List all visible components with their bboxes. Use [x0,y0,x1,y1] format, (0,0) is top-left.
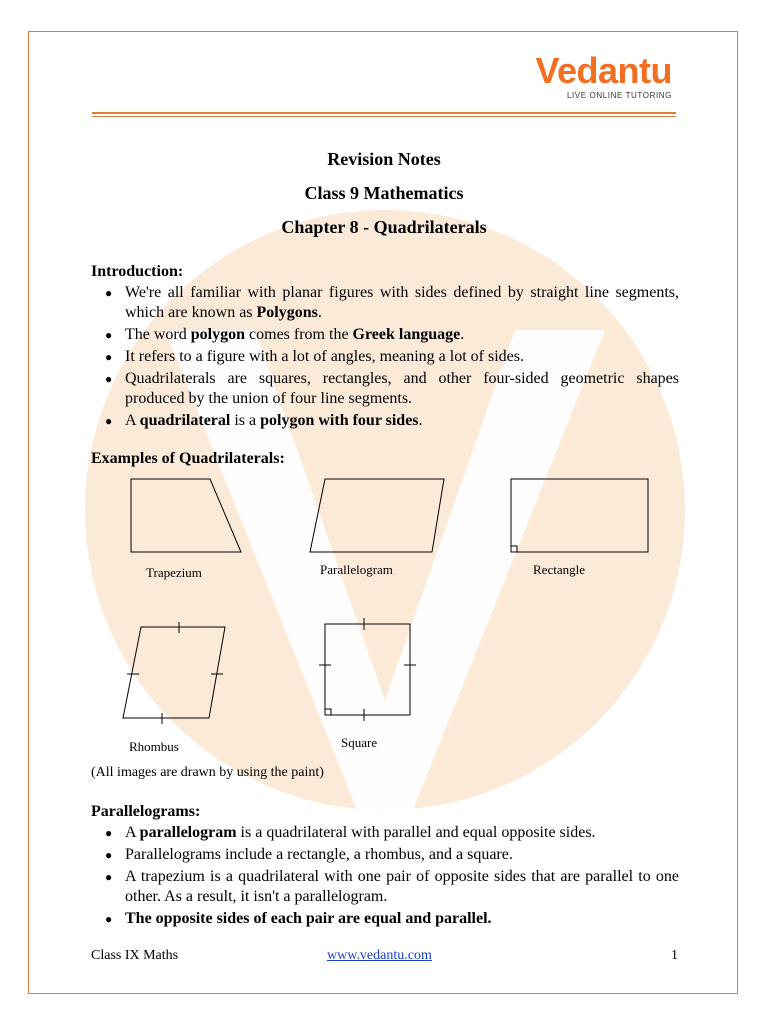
rectangle-right-angle-mark [511,546,517,552]
list-item: ● A trapezium is a quadrilateral with one pair of opposite sides that are parallel to one other. As a result, it isn't a parallelogram. [91,867,679,907]
rectangle-shape [511,479,648,552]
images-note: (All images are drawn by using the paint) [91,765,324,780]
square-shape [325,624,410,715]
parallelogram-shape [310,479,444,552]
introduction-heading: Introduction: [91,263,184,280]
list-item: ● It refers to a figure with a lot of angles, meaning a lot of sides. [91,347,679,367]
title-revision-notes: Revision Notes [327,149,441,169]
logo-wordmark-rest: edantu [556,50,672,91]
footer-page-number: 1 [671,948,678,963]
examples-heading: Examples of Quadrilaterals: [91,450,285,467]
parallelograms-heading: Parallelograms: [91,803,201,820]
trapezium-shape [131,479,241,552]
rhombus-tick-marks [127,622,223,724]
logo-tagline: LIVE ONLINE TUTORING [566,91,672,100]
square-right-angle-mark [325,709,331,715]
footer-website-link[interactable]: www.vedantu.com [327,948,432,963]
title-chapter: Chapter 8 - Quadrilaterals [281,217,487,237]
rhombus-shape [123,627,225,718]
square-tick-marks [319,618,416,721]
list-item: ● We're all familiar with planar figures with sides defined by straight line segments, which are known as Polygons. [91,283,679,323]
caption-rhombus: Rhombus [129,739,179,754]
caption-trapezium: Trapezium [146,565,202,580]
footer-class-label: Class IX Maths [91,948,179,963]
list-item: ● The word polygon comes from the Greek language. [91,325,679,345]
list-item: ● The opposite sides of each pair are equal and parallel. [91,909,679,929]
caption-parallelogram: Parallelogram [320,562,393,577]
list-item: ● Parallelograms include a rectangle, a rhombus, and a square. [91,845,679,865]
list-item: ● A quadrilateral is a polygon with four sides. [91,411,679,431]
list-item: ● A parallelogram is a quadrilateral with parallel and equal opposite sides. [91,823,679,843]
parallelograms-list [91,823,679,931]
caption-rectangle: Rectangle [533,562,585,577]
title-class: Class 9 Mathematics [304,183,464,203]
caption-square: Square [341,735,378,750]
list-item: ● Quadrilaterals are squares, rectangles, and other four-sided geometric shapes produced by the union of four line segments. [91,369,679,409]
logo-letter-v: V [535,50,557,91]
